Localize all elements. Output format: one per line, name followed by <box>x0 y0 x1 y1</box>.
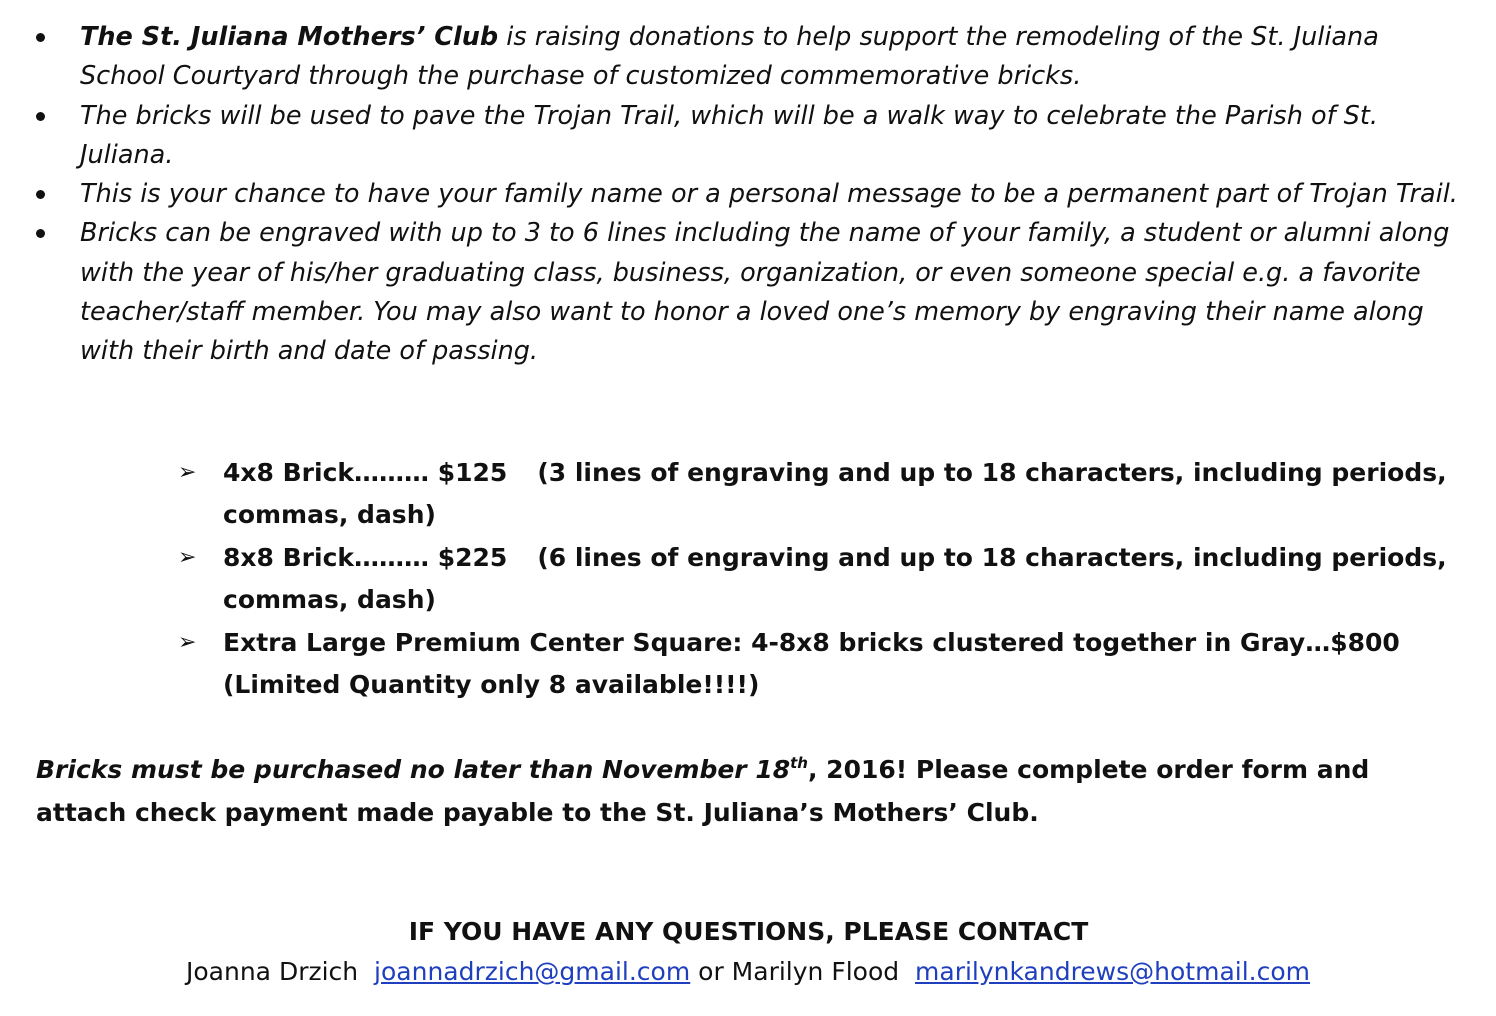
price-name: 8x8 Brick……… $225 <box>223 542 508 572</box>
deadline-italic: Bricks must be purchased no later than November 18 <box>36 755 791 784</box>
price-detail: (3 lines of engraving and up to 18 characters, including periods, commas, dash) <box>223 458 1447 530</box>
bullet-item <box>0 97 1470 176</box>
bullet-dot-icon <box>36 190 45 199</box>
bullet-item <box>0 175 1470 214</box>
price-item-4x8 <box>0 452 1470 537</box>
deadline-ordinal: th <box>790 754 808 772</box>
bullet-item <box>0 18 1470 97</box>
bullet-dot-icon <box>36 229 45 238</box>
club-name: The St. Juliana Mothers’ Club <box>80 22 499 52</box>
intro-bullet-list <box>0 18 1470 372</box>
email-link-marilyn[interactable]: marilynkandrews@hotmail.com <box>915 957 1310 986</box>
deadline-rest: , 2016! Please complete order form and attach check payment made payable to the St. Juliana’s Mothers’ Club. <box>36 755 1370 827</box>
email-link-joanna[interactable]: joannadrzich@gmail.com <box>374 957 691 986</box>
price-item-premium-square <box>0 622 1470 707</box>
bullet-dot-icon <box>36 33 45 42</box>
bullet-text: is raising donations to help support the remodeling of the St. Juliana School Courtyard through the purchase of customized commemorative bricks. <box>80 22 1379 92</box>
bullet-dot-icon <box>36 112 45 121</box>
contact-section <box>0 912 1496 992</box>
arrow-bullet-icon: ➢ <box>178 629 197 655</box>
bullet-text: Bricks can be engraved with up to 3 to 6 lines including the name of your family, a student or alumni along with the year of his/her graduating class, business, organization, or even someone special e.g. a favorite teacher/staff member. You may also want to honor a loved one’s memory by engraving their name along with their birth and date of passing. <box>80 218 1450 367</box>
price-name: 4x8 Brick……… $125 <box>223 458 508 487</box>
bullet-item <box>0 214 1470 371</box>
price-item-8x8 <box>0 537 1470 622</box>
deadline-notice <box>36 749 1456 834</box>
contact-person-1: Joanna Drzich <box>186 957 359 986</box>
arrow-bullet-icon: ➢ <box>178 544 197 570</box>
price-detail: (6 lines of engraving and up to 18 characters, including periods, commas, dash) <box>223 542 1447 615</box>
price-name: Extra Large Premium Center Square: 4-8x8 bricks clustered together in Gray…$800 <box>223 627 1400 657</box>
price-detail: (Limited Quantity only 8 available!!!!) <box>223 670 760 700</box>
arrow-bullet-icon: ➢ <box>178 460 197 485</box>
bullet-text: This is your chance to have your family name or a personal message to be a permanent part of Trojan Trail. <box>80 179 1458 210</box>
price-list <box>0 452 1470 706</box>
contact-heading: IF YOU HAVE ANY QUESTIONS, PLEASE CONTACT <box>408 917 1089 946</box>
contact-separator: or Marilyn Flood <box>698 957 900 986</box>
contact-line <box>0 952 1496 992</box>
bullet-text: The bricks will be used to pave the Trojan Trail, which will be a walk way to celebrate the Parish of St. Juliana. <box>80 100 1378 170</box>
